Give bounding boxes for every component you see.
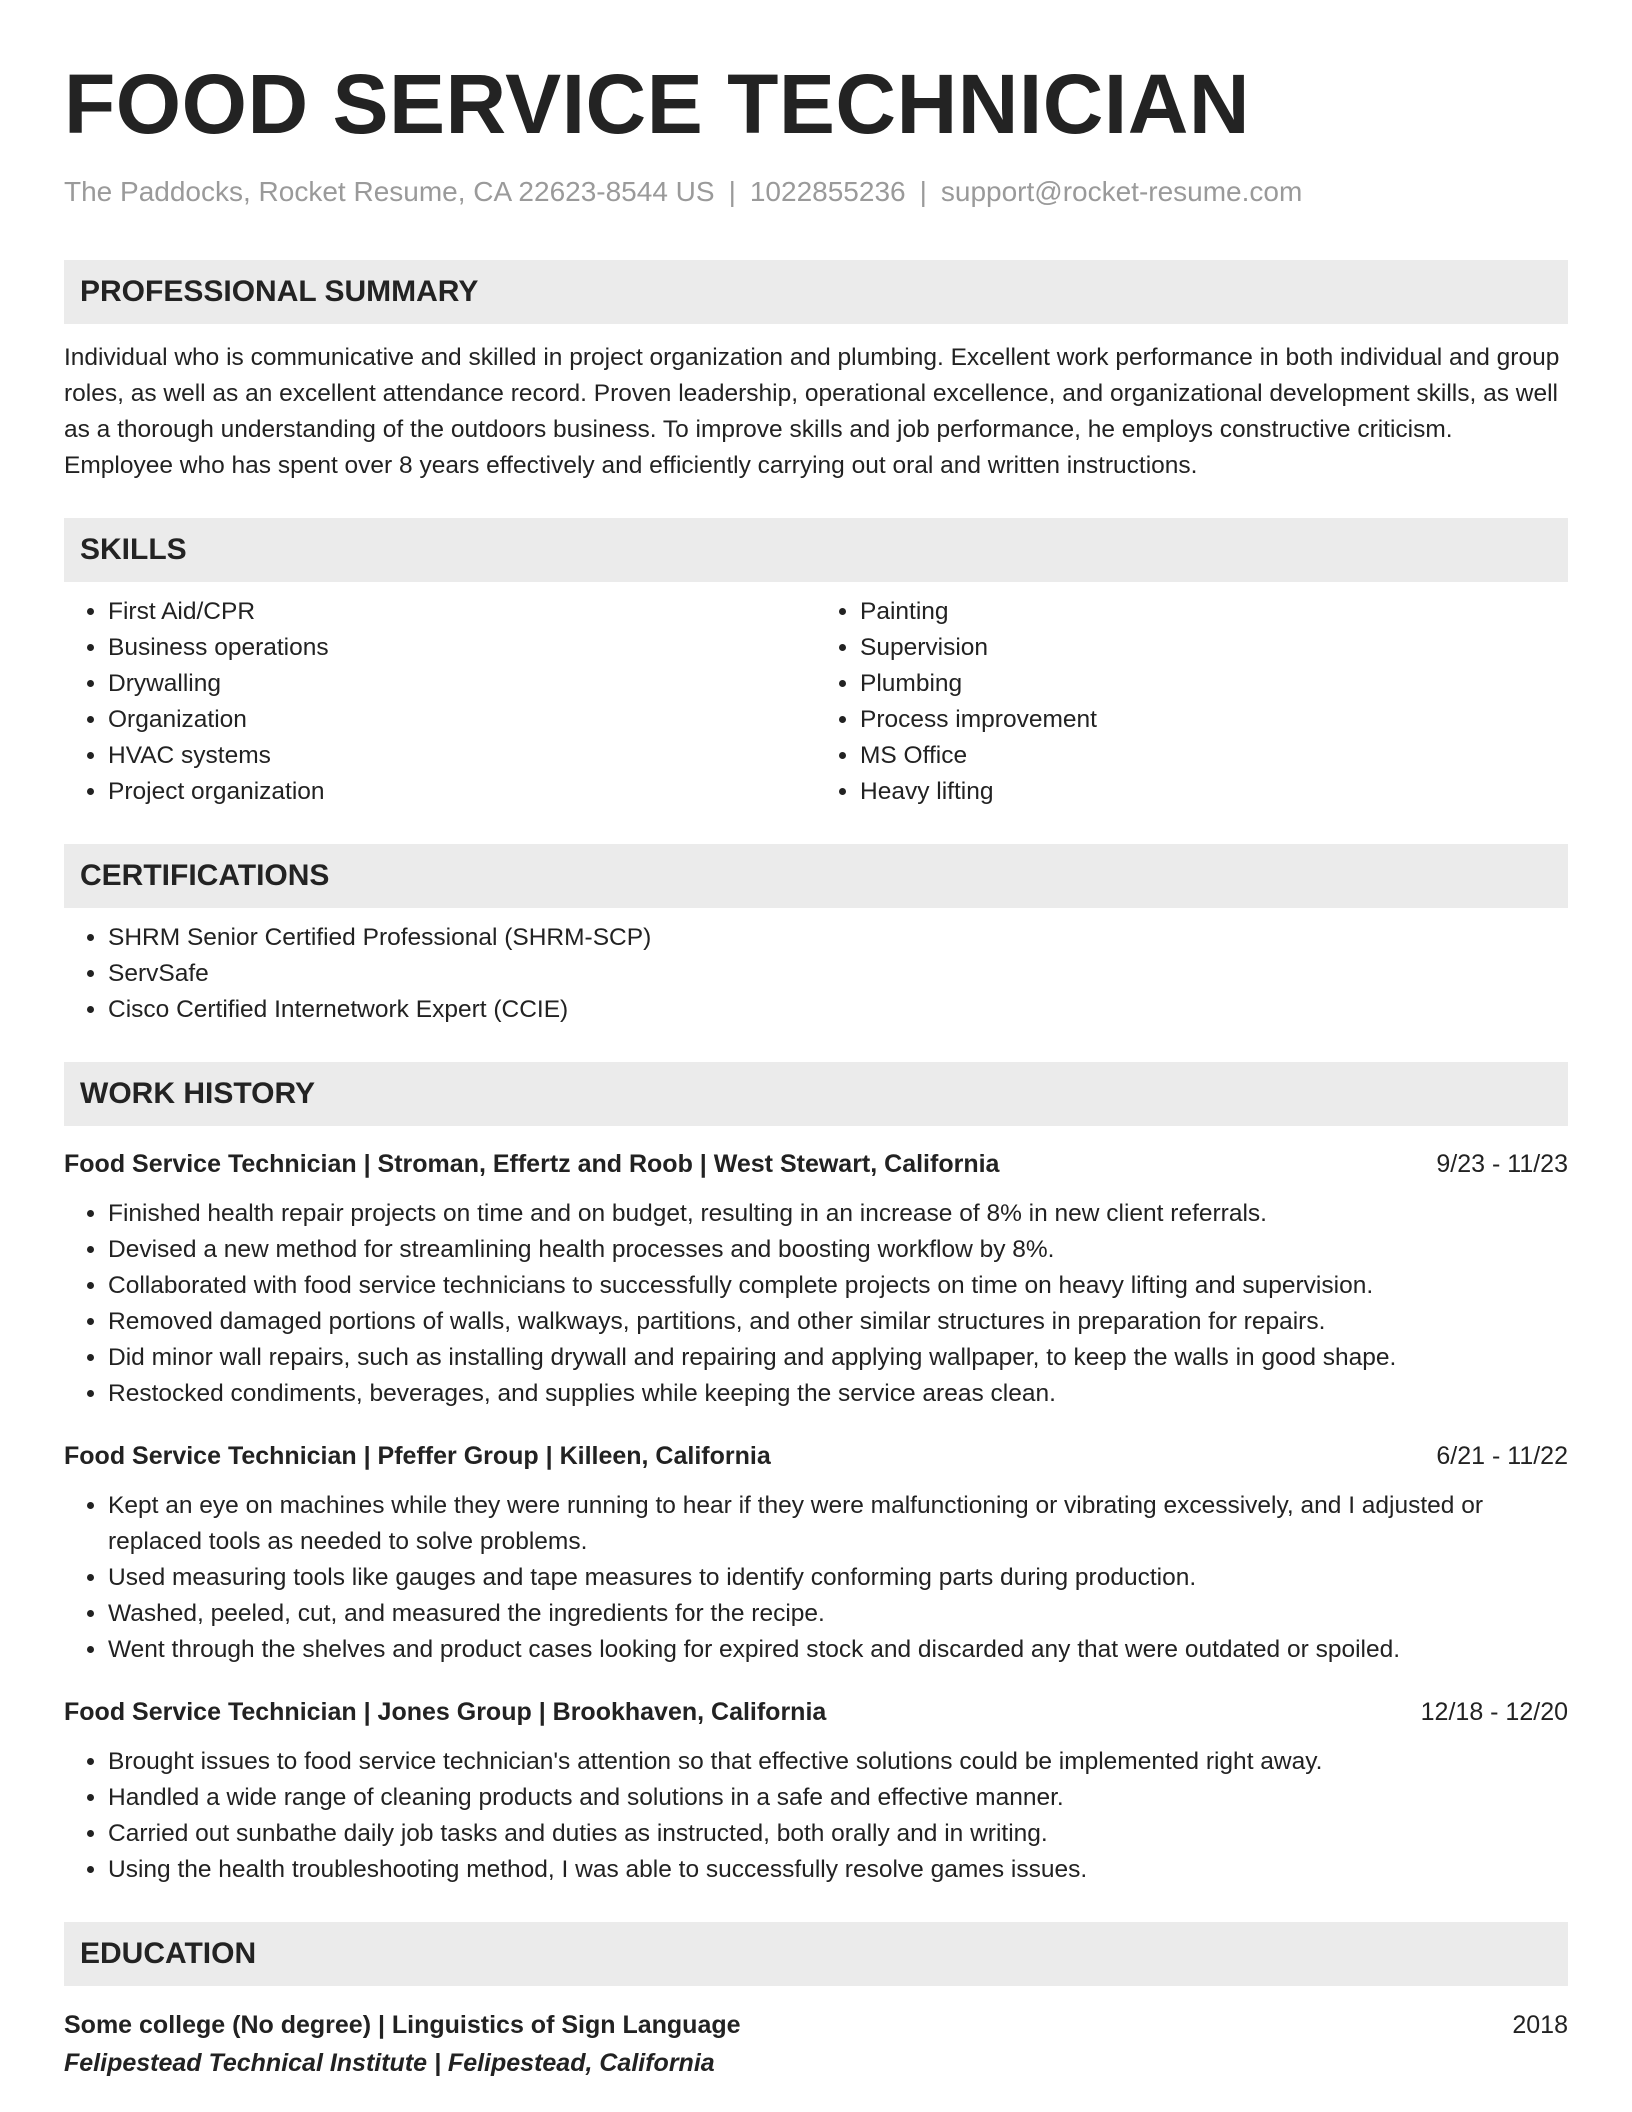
- skills-heading: SKILLS: [64, 518, 1568, 582]
- education-school: Felipestead Technical Institute | Felipestead, California: [64, 2049, 715, 2077]
- job-bullet: • Brought issues to food service technician's attention so that effective solutions could be implemented right away.: [108, 1744, 1568, 1780]
- skills-columns: [64, 582, 1568, 810]
- job-dates: 12/18 - 12/20: [1420, 1698, 1568, 1726]
- skills-list-right: [816, 594, 1568, 810]
- job-entry: [64, 1146, 1568, 1412]
- job-bullet: • Carried out sunbathe daily job tasks and duties as instructed, both orally and in writing.: [108, 1816, 1568, 1852]
- job-bullet: • Devised a new method for streamlining health processes and boosting workflow by 8%.: [108, 1232, 1568, 1268]
- job-dates: 6/21 - 11/22: [1436, 1442, 1568, 1470]
- job-bullet: • Went through the shelves and product cases looking for expired stock and discarded any that were outdated or spoiled.: [108, 1632, 1568, 1668]
- job-bullet: • Washed, peeled, cut, and measured the ingredients for the recipe.: [108, 1596, 1568, 1632]
- skill-item: • Supervision: [860, 630, 1568, 666]
- job-title: Food Service Technician | Jones Group | Brookhaven, California: [64, 1698, 827, 1726]
- certifications-heading: CERTIFICATIONS: [64, 844, 1568, 908]
- job-bullet: • Using the health troubleshooting method, I was able to successfully resolve games issues.: [108, 1852, 1568, 1888]
- job-bullets: [64, 1744, 1568, 1888]
- education-entry: [64, 2006, 1568, 2082]
- job-bullet: • Kept an eye on machines while they were running to hear if they were malfunctioning or vibrating excessively, and I adjusted or replaced tools as needed to solve problems.: [108, 1488, 1568, 1560]
- job-bullet: • Handled a wide range of cleaning products and solutions in a safe and effective manner.: [108, 1780, 1568, 1816]
- candidate-name: FOOD SERVICE TECHNICIAN: [64, 57, 1251, 151]
- job-header: [64, 1694, 1568, 1730]
- education-degree: Some college (No degree) | Linguistics of Sign Language: [64, 2011, 741, 2039]
- skill-item: • Drywalling: [108, 666, 816, 702]
- job-bullet: • Restocked condiments, beverages, and supplies while keeping the service areas clean.: [108, 1376, 1568, 1412]
- certifications-list: [64, 920, 1568, 1028]
- contact-email: support@rocket-resume.com: [940, 176, 1303, 207]
- job-title: Food Service Technician | Stroman, Effertz and Roob | West Stewart, California: [64, 1150, 1000, 1178]
- certification-item: • Cisco Certified Internetwork Expert (CCIE): [108, 992, 1568, 1028]
- education-heading: EDUCATION: [64, 1922, 1568, 1986]
- education-header: [64, 2006, 1568, 2044]
- contact-separator: |: [728, 176, 736, 207]
- job-title: Food Service Technician | Pfeffer Group | Killeen, California: [64, 1442, 771, 1470]
- job-header: [64, 1438, 1568, 1474]
- certification-item: • SHRM Senior Certified Professional (SHRM-SCP): [108, 920, 1568, 956]
- job-entry: [64, 1438, 1568, 1668]
- skill-item: • Business operations: [108, 630, 816, 666]
- job-header: [64, 1146, 1568, 1182]
- skill-item: • Plumbing: [860, 666, 1568, 702]
- summary-heading: PROFESSIONAL SUMMARY: [64, 260, 1568, 324]
- contact-line: [64, 176, 1568, 208]
- job-bullets: [64, 1196, 1568, 1412]
- work-history-heading: WORK HISTORY: [64, 1062, 1568, 1126]
- skills-list-left: [64, 594, 816, 810]
- certification-item: • ServSafe: [108, 956, 1568, 992]
- contact-address: The Paddocks, Rocket Resume, CA 22623-8544 US: [64, 176, 715, 207]
- job-bullet: • Did minor wall repairs, such as installing drywall and repairing and applying wallpaper, to keep the walls in good shape.: [108, 1340, 1568, 1376]
- skill-item: • Heavy lifting: [860, 774, 1568, 810]
- contact-separator: |: [919, 176, 927, 207]
- skill-item: • Process improvement: [860, 702, 1568, 738]
- job-dates: 9/23 - 11/23: [1436, 1150, 1568, 1178]
- job-bullet: • Collaborated with food service technicians to successfully complete projects on time on heavy lifting and supervision.: [108, 1268, 1568, 1304]
- skill-item: • MS Office: [860, 738, 1568, 774]
- education-year: 2018: [1512, 2011, 1568, 2039]
- job-bullet: • Removed damaged portions of walls, walkways, partitions, and other similar structures in preparation for repairs.: [108, 1304, 1568, 1340]
- summary-text: Individual who is communicative and skilled in project organization and plumbing. Excellent work performance in both individual and group roles, as well as an excellent attendance record. Proven leadership, operational excellence, and organizational development skills, as well as a thorough understanding of the outdoors business. To improve skills and job performance, he employs constructive criticism. Employee who has spent over 8 years effectively and efficiently carrying out oral and written instructions.: [64, 344, 1560, 479]
- job-bullet: • Finished health repair projects on time and on budget, resulting in an increase of 8% in new client referrals.: [108, 1196, 1568, 1232]
- contact-phone: 1022855236: [749, 176, 906, 207]
- skill-item: • First Aid/CPR: [108, 594, 816, 630]
- job-bullet: • Used measuring tools like gauges and tape measures to identify conforming parts during production.: [108, 1560, 1568, 1596]
- skill-item: • Painting: [860, 594, 1568, 630]
- skill-item: • Organization: [108, 702, 816, 738]
- job-bullets: [64, 1488, 1568, 1668]
- job-entry: [64, 1694, 1568, 1888]
- skill-item: • Project organization: [108, 774, 816, 810]
- skill-item: • HVAC systems: [108, 738, 816, 774]
